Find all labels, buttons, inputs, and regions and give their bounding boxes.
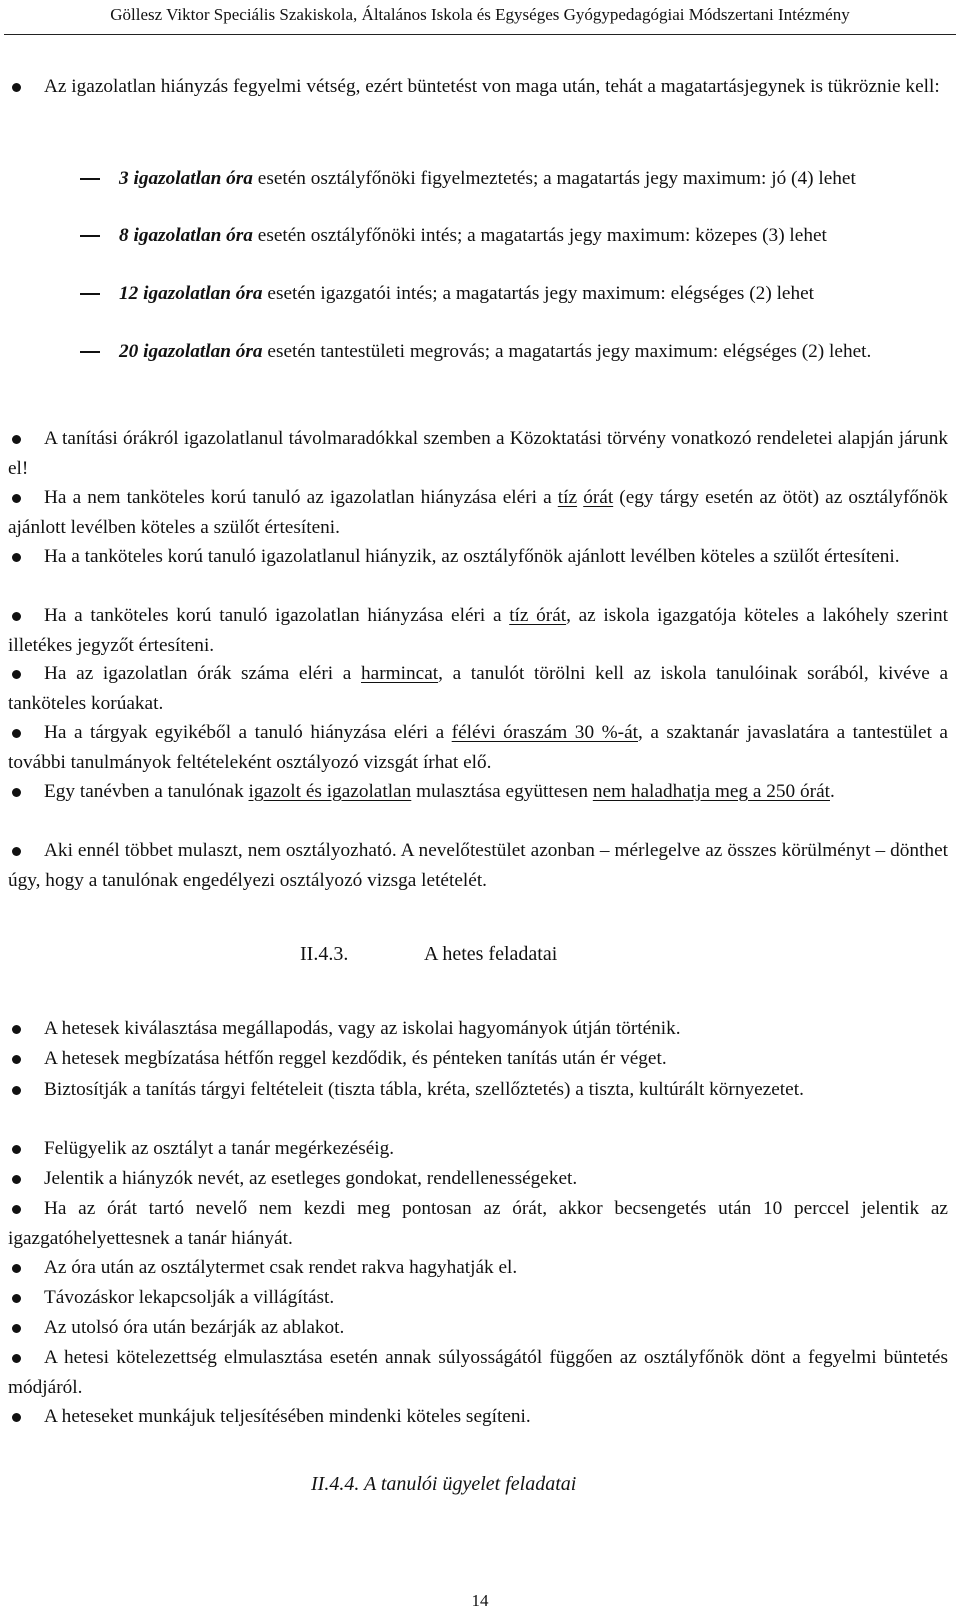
- section-title-2: II.4.4. A tanulói ügyelet feladatai: [311, 1473, 577, 1495]
- dash-item-2: [80, 221, 949, 251]
- bullet-icon: [12, 1025, 21, 1034]
- document-header: Göllesz Viktor Speciális Szakiskola, Általános Iskola és Egységes Gyógypedagógiai Módszertani Intézmény: [110, 5, 850, 24]
- hetes-text: A heteseket munkájuk teljesítésében mindenki köteles segíteni.: [44, 1406, 531, 1427]
- hetes-item: [8, 1044, 948, 1074]
- bullet-text: .: [830, 781, 835, 802]
- hetes-text: Az utolsó óra után bezárják az ablakot.: [44, 1317, 345, 1338]
- bullet-icon: [12, 847, 21, 856]
- bullet-item: [8, 836, 948, 895]
- hetes-text: Ha az órát tartó nevelő nem kezdi meg pontosan az órát, akkor becsengetés után 10 perccel jelentik az igazgatóhelyettesnek a tanár hiányát.: [8, 1198, 948, 1249]
- underlined-text: órát: [583, 487, 614, 508]
- bullet-intro: [8, 72, 948, 102]
- bullet-text: Aki ennél többet mulaszt, nem osztályozható. A nevelőtestület azonban – mérlegelve az összes körülményt – dönthet úgy, hogy a tanulónak engedélyezi osztályozó vizsga letételét.: [8, 840, 948, 891]
- hetes-item: [8, 1194, 948, 1253]
- bullet-icon: [12, 435, 21, 444]
- bullet-text: Ha a tanköteles korú tanuló igazolatlan hiányzása eléri a: [44, 605, 510, 626]
- section-title: A hetes feladatai: [424, 943, 558, 965]
- bullet-icon: [12, 1354, 21, 1363]
- hetes-text: Felügyelik az osztályt a tanár megérkezéséig.: [44, 1138, 395, 1159]
- hetes-item: [8, 1075, 948, 1105]
- underlined-text: félévi óraszám 30 %-át: [451, 722, 638, 743]
- dash-item-bold: 3 igazolatlan óra: [119, 168, 253, 189]
- dash-item-1: [80, 164, 949, 194]
- bullet-text: Ha a tárgyak egyikéből a tanuló hiányzása eléri a: [44, 722, 452, 743]
- bullet-icon: [12, 1175, 21, 1184]
- bullet-icon: [12, 553, 21, 562]
- hetes-text: Biztosítják a tanítás tárgyi feltételeit (tiszta tábla, kréta, szellőztetés) a tiszta, kultúrált környezetet.: [44, 1079, 804, 1100]
- bullet-icon: [12, 788, 21, 797]
- hetes-item: [8, 1014, 948, 1044]
- bullet-icon: [12, 1055, 21, 1064]
- bullet-text: , a tanulót törölni kell az iskola tanulóinak sorából, kivéve a tanköteles korúakat.: [8, 663, 949, 714]
- bullet-text: A tanítási órákról igazolatlanul távolmaradókkal szemben a Közoktatási törvény vonatkozó rendeletei alapján járunk el!: [8, 428, 948, 479]
- dash-icon: [80, 178, 100, 180]
- bullet-item: [8, 718, 948, 777]
- bullet-text: (egy tárgy esetén az ötöt) az osztályfőnök ajánlott levélben köteles a szülőt értesíteni.: [8, 487, 948, 538]
- header-rule: [4, 34, 956, 35]
- dash-item-3: [80, 279, 949, 309]
- hetes-item: [8, 1283, 948, 1313]
- underlined-text: tíz: [557, 487, 578, 508]
- underlined-text: tíz órát: [509, 605, 567, 626]
- hetes-text: A hetesek megbízatása hétfőn reggel kezdődik, és pénteken tanítás után ér véget.: [44, 1048, 667, 1069]
- hetes-text: Az óra után az osztálytermet csak rendet rakva hagyhatják el.: [44, 1257, 518, 1278]
- hetes-text: Távozáskor lekapcsolják a villágítást.: [44, 1287, 335, 1308]
- section-number: II.4.3.: [300, 943, 349, 965]
- hetes-item: [8, 1164, 948, 1194]
- dash-item-bold: 20 igazolatlan óra: [119, 341, 263, 362]
- hetes-item: [8, 1253, 948, 1283]
- hetes-item: [8, 1134, 948, 1164]
- bullet-item: [8, 542, 948, 572]
- dash-item-bold: 8 igazolatlan óra: [119, 225, 253, 246]
- bullet-text: Egy tanévben a tanulónak: [44, 781, 249, 802]
- hetes-item: [8, 1343, 948, 1402]
- dash-item-text: esetén osztályfőnöki figyelmeztetés; a magatartás jegy maximum: jó (4) lehet: [252, 168, 856, 189]
- bullet-text: Ha a nem tanköteles korú tanuló az igazolatlan hiányzása eléri a: [44, 487, 558, 508]
- bullet-icon: [12, 1324, 21, 1333]
- bullet-icon: [12, 494, 21, 503]
- dash-icon: [80, 293, 100, 295]
- hetes-item: [8, 1313, 948, 1343]
- bullet-icon: [12, 1145, 21, 1154]
- bullet-icon: [12, 1413, 21, 1422]
- bullet-icon: [12, 612, 21, 621]
- hetes-text: Jelentik a hiányzók nevét, az esetleges gondokat, rendellenességeket.: [44, 1168, 578, 1189]
- dash-item-bold: 12 igazolatlan óra: [119, 283, 263, 304]
- bullet-item: [8, 659, 948, 718]
- hetes-text: A hetesi kötelezettség elmulasztása esetén annak súlyosságától függően az osztályfőnök dönt a fegyelmi büntetés módjáról.: [8, 1347, 948, 1398]
- underlined-text: nem haladhatja meg a 250 órát: [592, 781, 830, 802]
- bullet-item: [8, 777, 948, 807]
- dash-icon: [80, 351, 100, 353]
- bullet-item: [8, 424, 948, 483]
- bullet-icon: [12, 1205, 21, 1214]
- bullet-text: mulasztása együttesen: [411, 781, 593, 802]
- dash-item-text: esetén tantestületi megrovás; a magatartás jegy maximum: elégséges (2) lehet.: [262, 341, 872, 362]
- hetes-text: A hetesek kiválasztása megállapodás, vagy az iskolai hagyományok útján történik.: [44, 1018, 681, 1039]
- dash-item-4: [80, 337, 949, 367]
- bullet-icon: [12, 729, 21, 738]
- hetes-item: [8, 1402, 948, 1432]
- page-number: 14: [471, 1591, 489, 1610]
- underlined-text: harmincat: [361, 663, 439, 684]
- bullet-icon: [12, 83, 21, 92]
- bullet-icon: [12, 1086, 21, 1095]
- bullet-text: , az iskola igazgatója köteles a lakóhely szerint illetékes jegyzőt értesíteni.: [8, 605, 948, 656]
- underlined-text: igazolt és igazolatlan: [248, 781, 412, 802]
- dash-item-text: esetén osztályfőnöki intés; a magatartás jegy maximum: közepes (3) lehet: [252, 225, 827, 246]
- bullet-icon: [12, 1294, 21, 1303]
- dash-item-text: esetén igazgatói intés; a magatartás jegy maximum: elégséges (2) lehet: [262, 283, 815, 304]
- intro-text: Az igazolatlan hiányzás fegyelmi vétség, ezért büntetést von maga után, tehát a magatartásjegynek is tükröznie kell:: [44, 76, 940, 97]
- bullet-item: [8, 601, 948, 660]
- bullet-text: Ha a tanköteles korú tanuló igazolatlanul hiányzik, az osztályfőnök ajánlott levélben köteles a szülőt értesíteni.: [44, 546, 900, 567]
- bullet-icon: [12, 670, 21, 679]
- bullet-text: Ha az igazolatlan órák száma eléri a: [44, 663, 362, 684]
- bullet-text: , a szaktanár javaslatára a tantestület a további tanulmányok feltételeként osztályozó vizsgát írhat elő.: [8, 722, 948, 773]
- bullet-icon: [12, 1264, 21, 1273]
- bullet-item: [8, 483, 948, 542]
- dash-icon: [80, 235, 100, 237]
